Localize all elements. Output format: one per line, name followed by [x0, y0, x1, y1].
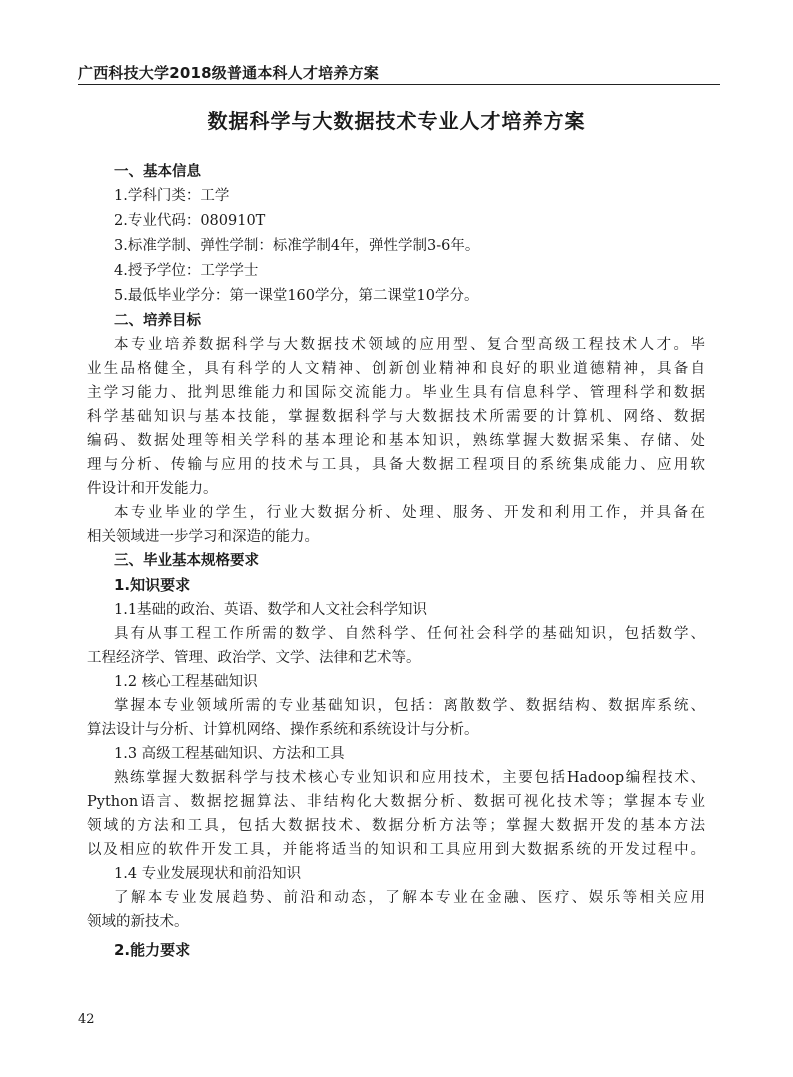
- basic-info-item: 4.授予学位：工学学士: [114, 263, 259, 279]
- paragraph-line: 了解本专业发展趋势、前沿和动态，了解本专业在金融、医疗、娱乐等相关应用: [114, 890, 705, 906]
- basic-info-item: 5.最低毕业学分：第一课堂160学分，第二课堂10学分。: [114, 288, 479, 304]
- paragraph-line: 业生品格健全，具有科学的人文精神、创新创业精神和良好的职业道德精神，具备自: [87, 361, 705, 377]
- paragraph-line: 具有从事工程工作所需的数学、自然科学、任何社会科学的基础知识，包括数学、: [114, 626, 705, 642]
- paragraph-line: 本专业培养数据科学与大数据技术领域的应用型、复合型高级工程技术人才。毕: [114, 337, 705, 353]
- subsection-heading-knowledge: 1.知识要求: [114, 576, 191, 594]
- paragraph-line: 熟练掌握大数据科学与技术核心专业知识和应用技术，主要包括Hadoop编程技术、: [114, 770, 705, 786]
- section-heading-objectives: 二、培养目标: [114, 313, 201, 329]
- knowledge-heading: 1.3 高级工程基础知识、方法和工具: [114, 746, 345, 762]
- section-heading-requirements: 三、毕业基本规格要求: [114, 553, 259, 569]
- section-heading-basic-info: 一、基本信息: [114, 164, 201, 180]
- document-title: 数据科学与大数据技术专业人才培养方案: [207, 109, 586, 133]
- page-number: 42: [78, 1012, 95, 1027]
- paragraph-line: Python语言、数据挖掘算法、非结构化大数据分析、数据可视化技术等；掌握本专业: [87, 794, 705, 810]
- paragraph-line: 领域的方法和工具，包括大数据技术、数据分析方法等；掌握大数据开发的基本方法: [87, 818, 705, 834]
- paragraph-line: 相关领域进一步学习和深造的能力。: [87, 529, 319, 545]
- document-body: [87, 160, 705, 962]
- paragraph-line: 领域的新技术。: [87, 914, 189, 930]
- basic-info-item: 1.学科门类：工学: [114, 188, 230, 204]
- header-rule: [78, 84, 720, 85]
- paragraph-line: 科学基础知识与基本技能，掌握数据科学与大数据技术所需要的计算机、网络、数据: [87, 409, 705, 425]
- paragraph-line: 理与分析、传输与应用的技术与工具，具备大数据工程项目的系统集成能力、应用软: [87, 457, 705, 473]
- paragraph-line: 主学习能力、批判思维能力和国际交流能力。毕业生具有信息科学、管理科学和数据: [87, 385, 705, 401]
- paragraph-line: 件设计和开发能力。: [87, 481, 218, 497]
- knowledge-heading: 1.2 核心工程基础知识: [114, 674, 258, 690]
- running-header: 广西科技大学2018级普通本科人才培养方案: [78, 64, 379, 82]
- paragraph-line: 本专业毕业的学生，行业大数据分析、处理、服务、开发和利用工作，并具备在: [114, 505, 705, 521]
- paragraph-line: 编码、数据处理等相关学科的基本理论和基本知识，熟练掌握大数据采集、存储、处: [87, 433, 705, 449]
- paragraph-line: 掌握本专业领域所需的专业基础知识，包括：离散数学、数据结构、数据库系统、: [114, 698, 705, 714]
- paragraph-line: 工程经济学、管理、政治学、文学、法律和艺术等。: [87, 650, 421, 666]
- paragraph-line: 以及相应的软件开发工具，并能将适当的知识和工具应用到大数据系统的开发过程中。: [87, 842, 705, 858]
- subsection-heading-abilities: 2.能力要求: [114, 941, 191, 959]
- paragraph-line: 算法设计与分析、计算机网络、操作系统和系统设计与分析。: [87, 722, 479, 738]
- knowledge-heading: 1.1基础的政治、英语、数学和人文社会科学知识: [114, 602, 428, 618]
- knowledge-heading: 1.4 专业发展现状和前沿知识: [114, 866, 302, 882]
- basic-info-item: 2.专业代码：080910T: [114, 213, 266, 229]
- basic-info-item: 3.标准学制、弹性学制：标准学制4年，弹性学制3-6年。: [114, 238, 480, 254]
